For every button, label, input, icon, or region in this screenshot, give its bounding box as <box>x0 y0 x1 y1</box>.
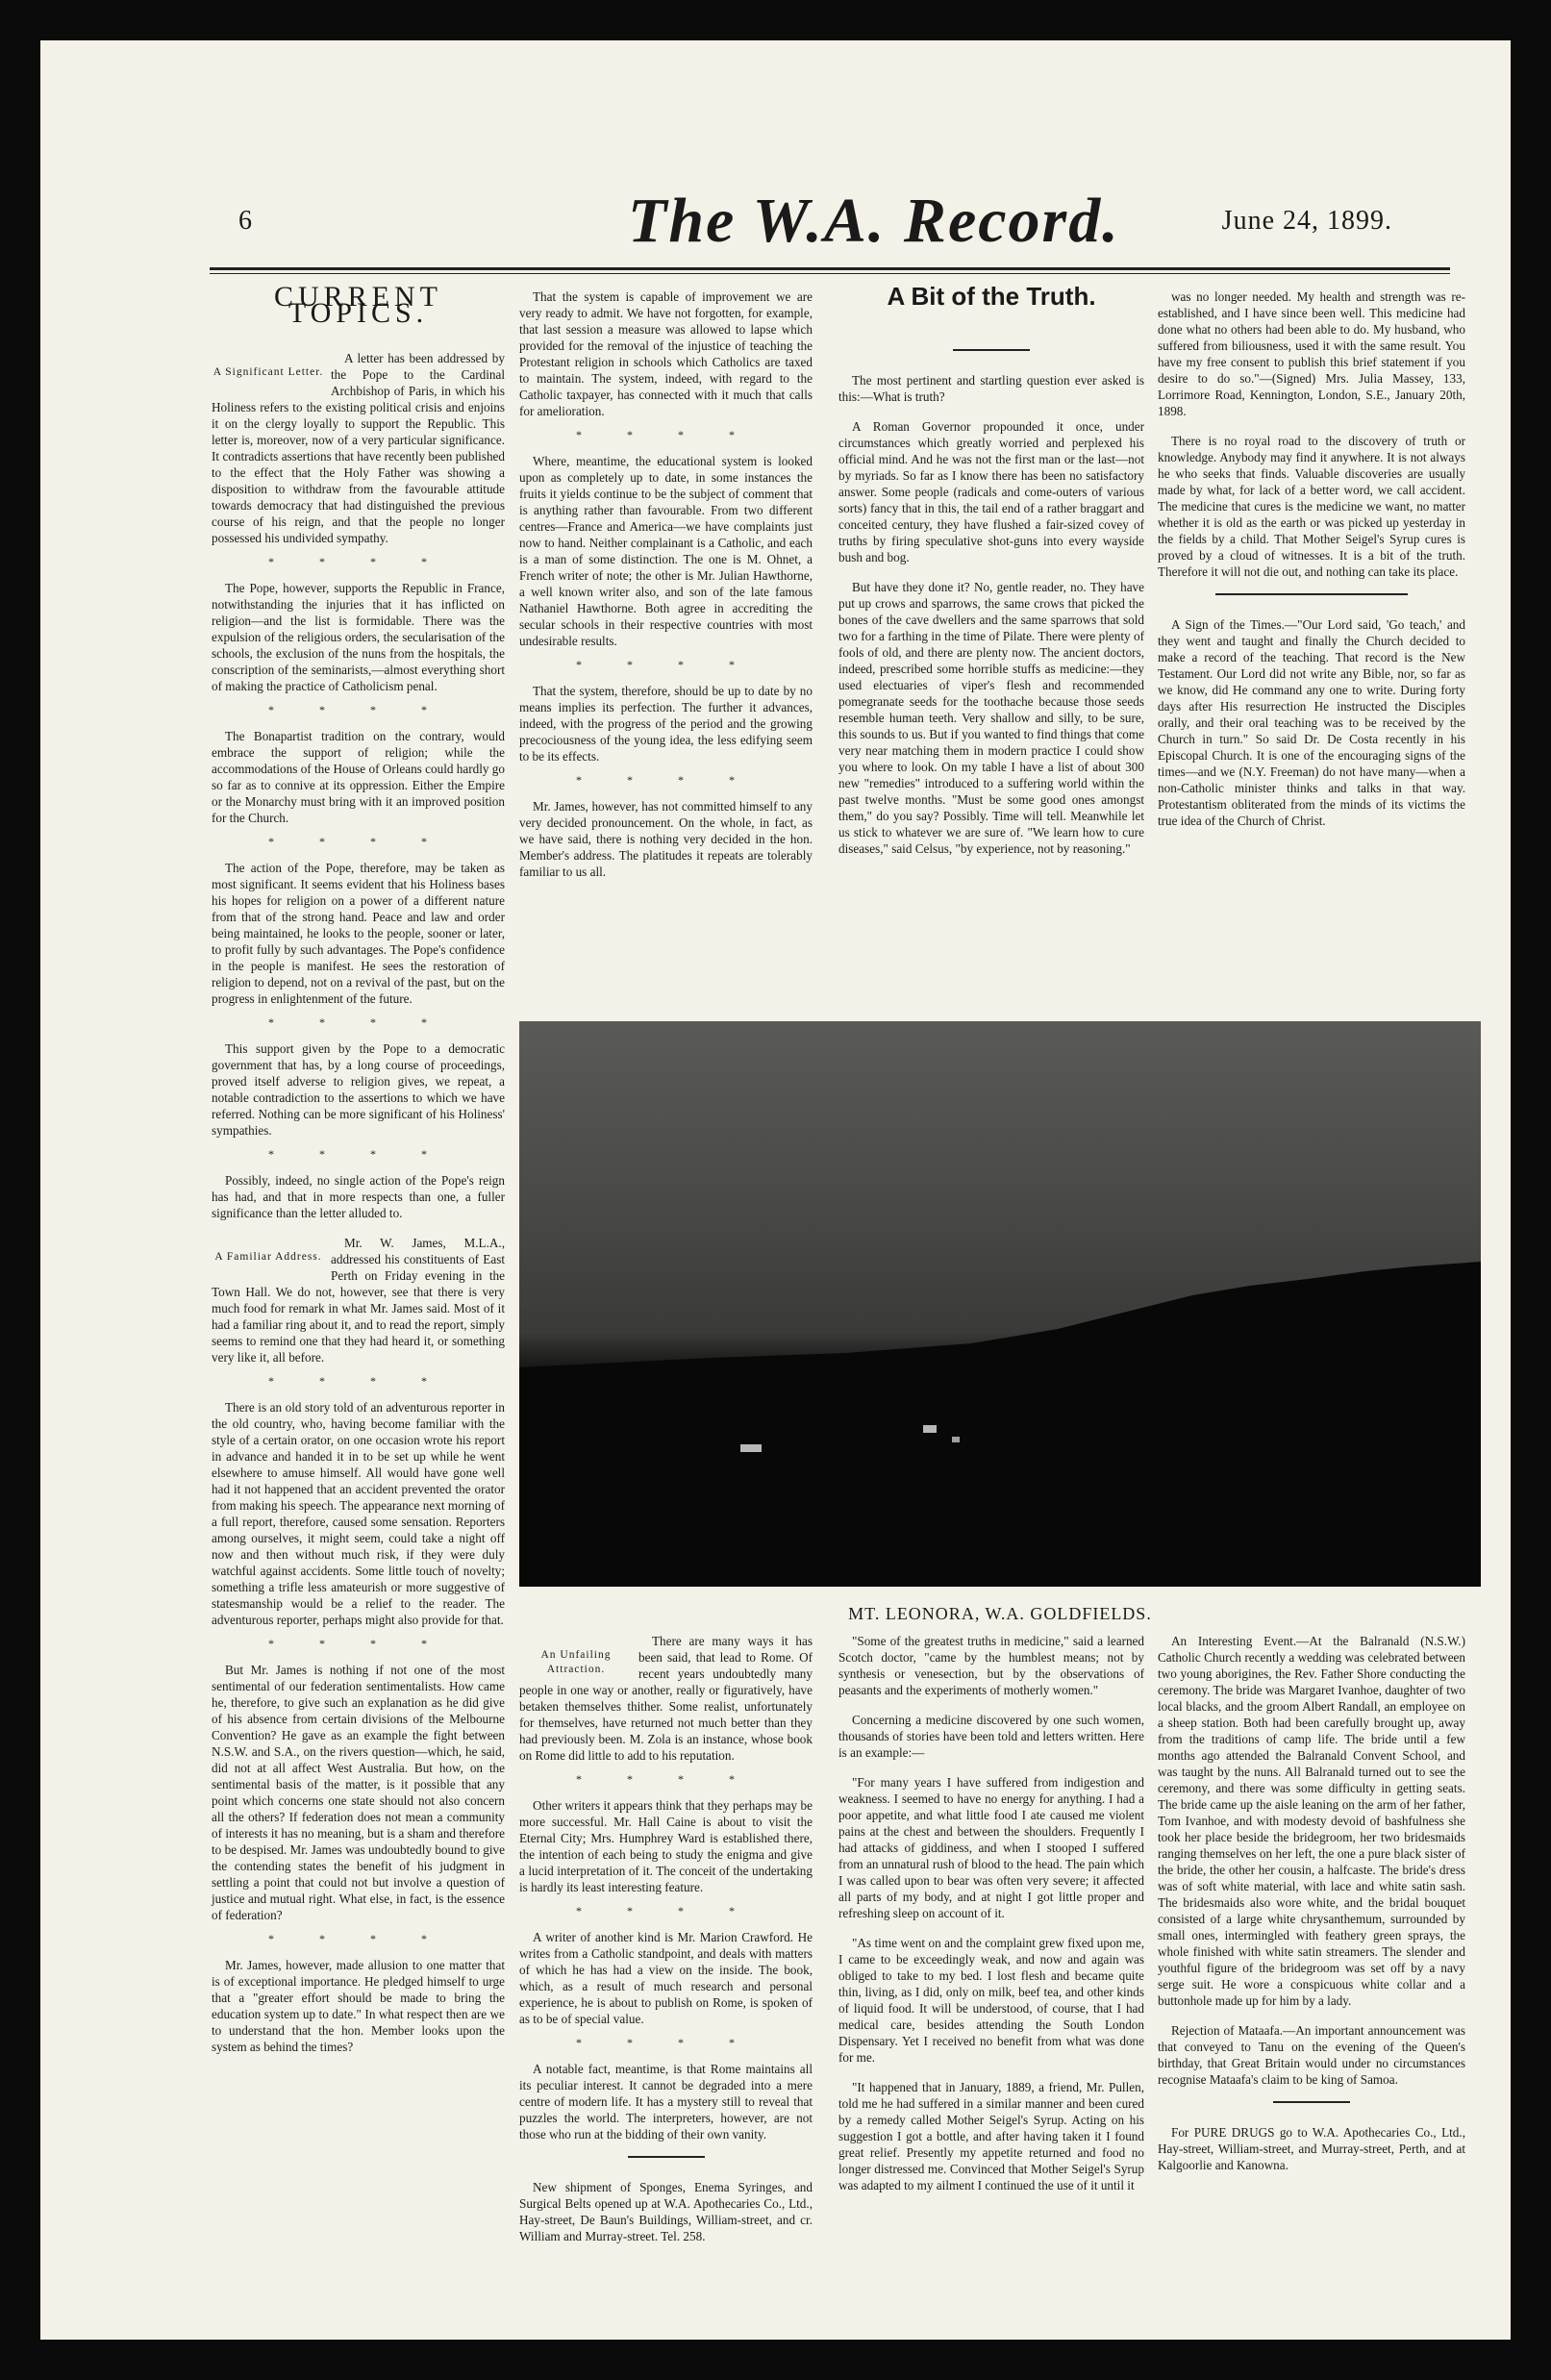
advertisement: New shipment of Sponges, Enema Syringes, and Surgical Belts opened up at W.A. Apothecaries Co., Ltd., Hay-street, De Baun's Buildings, William-street, and cr. William and Murray-street. Tel. 258. <box>519 2180 813 2243</box>
article-paragraph: But have they done it? No, gentle reader, no. They have put up crows and sparrows, the same crows that picked the bones of the cave dwellers and the same sparrows that sold two for a farthing in the time of Pilate. There were plenty of fools of old, and there are plenty now. The ancient doctors, indeed, prescribed some horrible stuffs as medicine:—they used electuaries of viper's flesh and recommended pomegranate seeds for the toothache because those seeds resemble human teeth. Very shallow and silly, to be sure, this sounds to us. But if you wanted to find things that come very near matching them in modern practice I could show you where to look. On my table I have a list of about 300 new "remedies" introduced to a suffering world within the past twelve months. "Must be some good ones amongst them," do you say? Possibly. Time will tell. Meanwhile let us stick to whatever we are sure of. "We learn how to cure diseases," said Celsus, "by experience, not by reasoning." <box>838 580 1144 856</box>
separator: * * * * <box>268 1932 448 1945</box>
landscape-illustration <box>519 1021 1481 1587</box>
side-heading: A Familiar Address. <box>214 1251 322 1263</box>
separator: * * * * <box>268 835 448 848</box>
newspaper-page <box>40 40 1511 2340</box>
article-paragraph: There is an old story told of an adventurous reporter in the old country, who, having become familiar with the style of a certain orator, on one occasion wrote his report in advance and handed it in to be set up while he went elsewhere to amuse himself. All would have gone well had it not happened that an accident prevented the orator from making his speech. The appearance next morning of a full report, therefore, caused some sensation. Reporters among ourselves, it might seem, could take a night off now and then without much risk, if they were duly watchful against accidents. Some little touch of novelty; something a trifle less amateurish or more suggestive of statesmanship would be a relief to the reader. The adventurous reporter, perhaps might also provide for that. <box>212 1400 505 1627</box>
column-2 <box>519 288 813 893</box>
separator: * * * * <box>268 703 448 716</box>
page-number: 6 <box>238 206 252 236</box>
masthead-rule-thin <box>210 273 1450 274</box>
photo-mt-leonora <box>519 1021 1481 1587</box>
article-heading: A Bit of the Truth. <box>887 282 1096 311</box>
article-paragraph: There are many ways it has been said, that lead to Rome. Of recent years undoubtedly many people in one way or another, really or figuratively, have betaken themselves thither. Some realist, unfortunately for themselves, have returned not much better than they had previously been. M. Zola is an instance, whose book on Rome did little to add to his reputation. <box>519 1634 813 1763</box>
heading-rule <box>953 349 1030 351</box>
article-paragraph: This support given by the Pope to a democratic government that has, by a long course of proceedings, proved itself adverse to religion gives, we repeat, a notable contradiction to the assertions to which we have referred. Nothing can be more significant of his Holiness' sympathies. <box>212 1041 505 1138</box>
side-heading: An Unfailing Attraction. <box>540 1649 612 1675</box>
article-paragraph: That the system, therefore, should be up to date by no means implies its perfection. The further it advances, indeed, with the progress of the period and the growing precociousness of the young idea, the less edifying seem to be its effects. <box>519 684 813 764</box>
article-paragraph: A letter has been addressed by the Pope to the Cardinal Archbishop of Paris, in which his Holiness refers to the existing political crisis and enjoins it on the clergy loyally to support the Republic. This letter is, moreover, now of a very particular significance. It contradicts assertions that have recently been published to the effect that the Holy Father was showing a disposition to withdraw from the favourable attitude towards democracy that had distinguished the previous course of his reign, and that the people no longer possessed his undivided sympathy. <box>212 351 505 545</box>
section-rule <box>628 2156 705 2158</box>
separator: * * * * <box>268 1015 448 1029</box>
column-4-lower <box>1158 1633 1465 2187</box>
article-paragraph: "For many years I have suffered from indigestion and weakness. I seemed to have no energy for anything. I had a poor appetite, and what little food I ate caused me violent pains at the chest and between the shoulders. Frequently I had attacks of giddiness, and when I stooped I suffered from an unnatural rush of blood to the head. The pain which I was called upon to bear was often very severe; it affected all parts of my body, and at night I got little proper and refreshing sleep on account of it. <box>838 1775 1144 1920</box>
article-paragraph: Mr. James, however, has not committed himself to any very decided pronouncement. On the whole, in fact, as we have said, there is nothing very decided in the hon. Member's address. The platitudes it repeats are tolerably familiar to us all. <box>519 799 813 879</box>
section-rule <box>1215 593 1408 595</box>
separator: * * * * <box>576 2036 756 2049</box>
article-paragraph: The most pertinent and startling question ever asked is this:—What is truth? <box>838 373 1144 404</box>
article-paragraph: A Sign of the Times.—"Our Lord said, 'Go teach,' and they went and taught and finally the Church decided to make a record of the teaching. That record is the New Testament. Our Lord did not write any Bible, nor, so far as we know, did He command any one to write. During forty days after His resurrection He instructed the Disciples orally, and their oral teaching was to be received by the Church in turn." So said Dr. De Costa recently in his Episcopal Church. It is one of the encouraging signs of the times—and we (N.Y. Freeman) do not have many—when a non-Catholic minister thinks and talks in that way. Protestantism obliterated from the minds of its victims the true idea of the Church of Christ. <box>1158 617 1465 828</box>
separator: * * * * <box>268 1374 448 1388</box>
column-2-lower <box>519 1633 813 2258</box>
article-paragraph: But Mr. James is nothing if not one of the most sentimental of our federation sentimentalists. How came he, therefore, to give such an explanation as he did give of his absence from certain divisions of the Melbourne Convention? He gave as an example the fight between N.S.W. and S.A., on the rivers question—which, he said, did not at all affect West Australia. But how, on the sentimental basis of the matter, is it possible that any point which concerns one state should not also concern all the others? If federation does not mean a community of interests it has no meaning, but is a sham and therefore to be despised. Mr. James was undoubtedly bound to give the contending states the benefit of his judgment in settling a point that could not but involve a question of justice and mutual right. What else, in fact, is the essence of federation? <box>212 1663 505 1922</box>
article-paragraph: Possibly, indeed, no single action of the Pope's reign has had, and that in more respects than one, a fuller significance than the letter alluded to. <box>212 1173 505 1220</box>
separator: * * * * <box>268 555 448 568</box>
article-paragraph: A writer of another kind is Mr. Marion Crawford. He writes from a Catholic standpoint, and deals with matters of which he has had a view on the inside. The book, which, as a result of much research and personal experience, he is about to publish on Rome, is spoken of as to be of special value. <box>519 1930 813 2026</box>
masthead <box>210 186 1450 260</box>
article-paragraph: "Some of the greatest truths in medicine," said a learned Scotch doctor, "came by the humblest means; not by synthesis or venesection, but by the observations of peasants and the experiments of motherly women." <box>838 1634 1144 1697</box>
advertisement: For PURE DRUGS go to W.A. Apothecaries Co., Ltd., Hay-street, William-street, and Murray-street, Perth, and at Kalgoorlie and Kanowna. <box>1158 2125 1465 2172</box>
article-paragraph: Mr. James, however, made allusion to one matter that is of exceptional importance. He pledged himself to urge that a "greater effort should be made to bring the education system up to date." In what respect then are we to understand that the hon. Member looks upon the system as behind the times? <box>212 1958 505 2054</box>
article-paragraph: Rejection of Mataafa.—An important announcement was that conveyed to Tanu on the evening of the Queen's birthday, that Great Britain would under no circumstances recognise Mataafa's claim to be king of Samoa. <box>1158 2023 1465 2087</box>
masthead-rule <box>210 267 1450 270</box>
article-paragraph: Mr. W. James, M.L.A., addressed his constituents of East Perth on Friday evening in the Town Hall. We do not, however, see that there is very much food for remark in what Mr. James said. Most of it had a familiar ring about it, and to read the report, simply seems to remind one that they had heard it, or something very like it, all before. <box>212 1236 505 1365</box>
separator: * * * * <box>576 1772 756 1786</box>
article-paragraph: A notable fact, meantime, is that Rome maintains all its peculiar interest. It cannot be degraded into a mere centre of modern life. It has a mystery still to reveal that puzzles the world. The interpreters, however, are not those who run at the bidding of their own vanity. <box>519 2062 813 2142</box>
hill-silhouette <box>519 1262 1481 1587</box>
column-1 <box>212 281 505 2068</box>
article-paragraph: That the system is capable of improvement we are very ready to admit. We have not forgotten, for example, that last session a measure was allowed to lapse which provided for the removal of the injustice of teaching the Protestant religion in schools which Catholics are taxed to maintain. The system, indeed, with regard to the Catholic taxpayer, has connected with it much that calls for amelioration. <box>519 289 813 418</box>
building-3 <box>952 1437 960 1442</box>
photo-caption: MT. LEONORA, W.A. GOLDFIELDS. <box>848 1604 1152 1623</box>
section-heading: CURRENT TOPICS. <box>273 281 442 329</box>
issue-date: June 24, 1899. <box>1221 206 1392 236</box>
article-paragraph: Concerning a medicine discovered by one such women, thousands of stories have been told and letters written. Here is an example:— <box>838 1713 1144 1760</box>
building-2 <box>923 1425 937 1433</box>
article-paragraph: There is no royal road to the discovery of truth or knowledge. Anybody may find it anywhere. It is not always he who seeks that finds. Valuable discoveries are usually made by what, for lack of a better word, we call accident. The medicine that cures is the medicine we want, no matter whether it is old as the earth or was picked up yesterday in the fields by a child. That Mother Seigel's Syrup cures is proved by a cloud of witnesses. It is a bit of the truth. Therefore it will not die out, and nothing can take its place. <box>1158 434 1465 579</box>
separator: * * * * <box>576 428 756 441</box>
column-3-lower <box>838 1633 1144 2207</box>
article-paragraph: The action of the Pope, therefore, may be taken as most significant. It seems evident that his Holiness bases his hopes for religion on a power of a different nature from that of the strong hand. Peace and law and order being maintained, he looks to the people, sooner or later, to profit fully by such advantages. The Pope's confidence in the people is manifest. He sees the restoration of religion to depend, not on a revival of the past, but on the progress in enlightenment of the future. <box>212 861 505 1006</box>
article-paragraph: A Roman Governor propounded it once, under circumstances which greatly worried and perplexed his official mind. And he was not the first man or the last—not by myriads. So far as I know there has been no satisfactory answer. Some people (radicals and come-outers of various sorts) fancy that in this, the tail end of a rather braggart and conceited century, they have flushed a fair-sized covey of truths by firing speculative shot-guns into every wayside bush and bog. <box>838 419 1144 564</box>
article-paragraph: The Bonapartist tradition on the contrary, would embrace the support of religion; while the accommodations of the House of Orleans could hardly go so far as to connive at its oppression. Either the Empire or the Monarchy must bring with it an improved position for the Church. <box>212 729 505 825</box>
building-1 <box>740 1444 762 1452</box>
side-heading: A Significant Letter. <box>213 366 324 378</box>
separator: * * * * <box>268 1637 448 1650</box>
article-paragraph: "As time went on and the complaint grew fixed upon me, I came to be exceedingly weak, and now and again was obliged to take to my bed. I lost flesh and became quite thin, living, as I did, only on milk, beef tea, and other kinds of liquid food. It will be understood, of course, that I had medical care, besides attending the South London Dispensary. Yet I received no benefit from what was done for me. <box>838 1936 1144 2065</box>
column-3 <box>838 282 1144 870</box>
article-paragraph: was no longer needed. My health and strength was re-established, and I have since been well. This medicine had done what no others had been able to do. My husband, who suffered from biliousness, used it with the same result. You have my free consent to publish this brief statement if you desire to do so."—(Signed) Mrs. Julia Massey, 133, Lorrimore Road, Kennington, London, S.E., January 20th, 1898. <box>1158 289 1465 418</box>
separator: * * * * <box>576 773 756 787</box>
section-rule <box>1273 2101 1350 2103</box>
separator: * * * * <box>576 1904 756 1917</box>
article-paragraph: The Pope, however, supports the Republic in France, notwithstanding the injuries that it has inflicted on religion—and the list is formidable. There was the expulsion of the religious orders, the secularisation of the schools, the exclusion of the nuns from the hospitals, the conscription of the seminarists,—almost everything short of making the practice of Catholicism penal. <box>212 581 505 693</box>
separator: * * * * <box>268 1147 448 1161</box>
article-paragraph: "It happened that in January, 1889, a friend, Mr. Pullen, told me he had suffered in a similar manner and been cured by a remedy called Mother Seigel's Syrup. Acting on his suggestion I got a bottle, and after having taken it I found great relief. Presently my appetite returned and food no longer distressed me. Convinced that Mother Seigel's Syrup was adapted to my ailment I continued the use of it until it <box>838 2080 1144 2192</box>
newspaper-title: The W.A. Record. <box>628 186 1120 256</box>
article-paragraph: Other writers it appears think that they perhaps may be more successful. Mr. Hall Caine is about to visit the Eternal City; Mrs. Humphrey Ward is established there, the intention of each being to study the enigma and give a lucid interpretation of it. The conceit of the undertaking is hardly its least interesting feature. <box>519 1798 813 1894</box>
article-paragraph: Where, meantime, the educational system is looked upon as completely up to date, in some instances the fruits it yields continue to be the subject of comment that is anything rather than favourable. From two different centres—France and America—we have complaints just now to hand. Neither complainant is a Catholic, and each is a man of some distinction. The one is M. Ohnet, a French writer of note; the other is Mr. Julian Hawthorne, a well known writer also, and son of the late famous Nathaniel Hawthorne. Both agree in accrediting the secular schools in their respective countries with most undesirable results. <box>519 454 813 648</box>
column-4 <box>1158 288 1465 842</box>
article-paragraph: An Interesting Event.—At the Balranald (N.S.W.) Catholic Church recently a wedding was celebrated between two young aborigines, the Rev. Father Shore conducting the ceremony. The bride was Margaret Ivanhoe, daughter of two local blacks, and the groom Albert Randall, an employee on a sheep station. Both had been carefully brought up, away from the traditions of camp life. The bride until a few months ago attended the Balranald Convent School, and was taught by the nuns. All Balranald turned out to see the ceremony, and there was some difficulty in getting seats. The bride came up the aisle leaning on the arm of her father, Tom Ivanhoe, and with modesty devoid of bashfulness she took her place beside the bridegroom, her two bridesmaids ranging themselves on her left, the one a pure black sister of the bride, the other her cousin, a halfcaste. The bride's dress was of soft white material, with lace and white satin sash. The bridesmaids also wore white, and the bridal bouquet consisted of a large white chrysanthemum, surrounded by small ones, intermingled with feathery green sprays, the whole finished with white satin streamers. The slender and youthful figure of the bridegroom was set off by a navy serge suit. He wore a conspicuous white collar and a buttonhole made up for him by a lady. <box>1158 1634 1465 2008</box>
separator: * * * * <box>576 658 756 671</box>
